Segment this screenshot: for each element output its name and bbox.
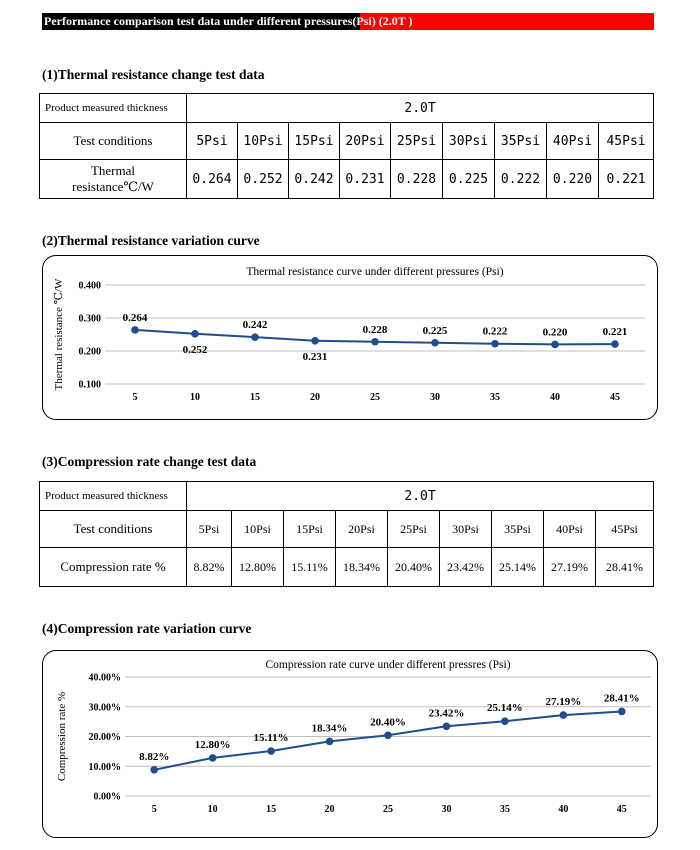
x-tick-label: 40 bbox=[558, 804, 569, 815]
data-label: 8.82% bbox=[139, 750, 170, 763]
x-tick-label: 45 bbox=[616, 804, 627, 815]
table-row bbox=[40, 94, 654, 123]
conditions-label: Test conditions bbox=[40, 123, 187, 160]
y-tick-label: 10.00% bbox=[88, 761, 121, 773]
value-cell: 8.82% bbox=[187, 548, 232, 587]
data-point bbox=[267, 747, 275, 755]
y-axis-label: Compression rate % bbox=[56, 691, 68, 782]
data-label: 12.80% bbox=[194, 738, 231, 751]
x-tick-label: 15 bbox=[266, 804, 277, 815]
value-cell: 0.252 bbox=[238, 160, 289, 199]
condition-cell: 5Psi bbox=[187, 511, 232, 548]
value-cell: 0.225 bbox=[443, 160, 495, 199]
thickness-value: 2.0T bbox=[187, 482, 654, 511]
y-axis-label: Thermal resistance ℃/W bbox=[53, 278, 65, 391]
value-cell: 12.80% bbox=[232, 548, 284, 587]
data-label: 0.231 bbox=[302, 350, 328, 363]
x-tick-label: 30 bbox=[441, 804, 452, 815]
condition-cell: 30Psi bbox=[440, 511, 492, 548]
value-cell: 0.220 bbox=[547, 160, 599, 199]
section-title-compression-table: (3)Compression rate change test data bbox=[42, 454, 257, 469]
value-cell: 0.228 bbox=[391, 160, 443, 199]
data-point bbox=[326, 738, 334, 746]
condition-cell: 15Psi bbox=[289, 123, 340, 160]
data-point bbox=[443, 723, 451, 731]
table-row bbox=[40, 123, 654, 160]
value-cell: 15.11% bbox=[284, 548, 336, 587]
data-point bbox=[501, 717, 509, 725]
y-tick-label: 0.100 bbox=[78, 379, 101, 391]
x-tick-label: 15 bbox=[250, 392, 260, 403]
data-label: 15.11% bbox=[253, 732, 289, 745]
condition-cell: 15Psi bbox=[284, 511, 336, 548]
x-tick-label: 25 bbox=[370, 392, 380, 403]
x-tick-label: 10 bbox=[190, 392, 200, 403]
value-cell: 18.34% bbox=[336, 548, 388, 587]
banner-title-main: Performance comparison test data under different pressures bbox=[44, 14, 353, 28]
value-cell: 23.42% bbox=[440, 548, 492, 587]
condition-cell: 45Psi bbox=[596, 511, 654, 548]
x-tick-label: 30 bbox=[430, 392, 440, 403]
value-cell: 0.222 bbox=[495, 160, 547, 199]
x-tick-label: 20 bbox=[310, 392, 320, 403]
data-point bbox=[384, 732, 392, 740]
y-tick-label: 20.00% bbox=[88, 732, 121, 743]
thermal-chart-frame bbox=[42, 255, 658, 420]
thickness-value: 2.0T bbox=[187, 94, 654, 123]
data-point bbox=[431, 339, 439, 347]
thermal-metric-label-line1: Thermal bbox=[90, 163, 136, 178]
data-point bbox=[371, 338, 379, 346]
data-point bbox=[311, 337, 319, 345]
data-label: 20.40% bbox=[370, 716, 406, 729]
x-tick-label: 5 bbox=[151, 804, 157, 815]
data-point bbox=[618, 708, 626, 716]
x-tick-label: 20 bbox=[324, 804, 335, 815]
condition-cell: 45Psi bbox=[599, 123, 654, 160]
data-label: 0.225 bbox=[422, 324, 448, 337]
chart-title: Thermal resistance curve under different pressures (Psi) bbox=[246, 266, 504, 278]
value-cell: 0.221 bbox=[599, 160, 654, 199]
table-row bbox=[40, 160, 654, 199]
y-tick-label: 0.00% bbox=[93, 791, 121, 803]
table-row bbox=[40, 548, 654, 587]
section-title-thermal-table: (1)Thermal resistance change test data bbox=[42, 67, 265, 82]
y-tick-label: 30.00% bbox=[88, 702, 121, 714]
condition-cell: 5Psi bbox=[187, 123, 238, 160]
thermal-metric-label bbox=[40, 160, 187, 199]
table-row bbox=[40, 482, 654, 511]
data-point bbox=[611, 340, 619, 348]
data-label: 28.41% bbox=[603, 692, 640, 705]
y-tick-label: 0.400 bbox=[78, 280, 101, 292]
value-cell: 28.41% bbox=[596, 548, 654, 587]
thermal-resistance-table bbox=[39, 93, 654, 199]
data-label: 0.220 bbox=[542, 326, 568, 339]
conditions-label: Test conditions bbox=[40, 511, 187, 548]
y-tick-label: 40.00% bbox=[88, 672, 121, 684]
x-tick-label: 45 bbox=[610, 392, 620, 403]
value-cell: 0.264 bbox=[187, 160, 238, 199]
data-label: 0.264 bbox=[122, 311, 148, 324]
data-label: 23.42% bbox=[428, 707, 465, 720]
condition-cell: 40Psi bbox=[547, 123, 599, 160]
condition-cell: 25Psi bbox=[388, 511, 440, 548]
data-label: 0.242 bbox=[242, 319, 268, 332]
section-title-thermal-curve: (2)Thermal resistance variation curve bbox=[42, 233, 260, 248]
data-label: 27.19% bbox=[545, 696, 582, 709]
y-tick-label: 0.200 bbox=[78, 346, 101, 358]
data-point bbox=[150, 766, 158, 774]
data-label: 0.222 bbox=[482, 325, 508, 338]
section-title-compression-curve: (4)Compression rate variation curve bbox=[42, 621, 252, 636]
value-cell: 0.231 bbox=[340, 160, 391, 199]
compression-rate-table bbox=[39, 481, 654, 587]
data-label: 0.221 bbox=[602, 326, 628, 339]
condition-cell: 25Psi bbox=[391, 123, 443, 160]
condition-cell: 35Psi bbox=[492, 511, 544, 548]
thickness-label: Product measured thickness bbox=[40, 94, 187, 123]
value-cell: 27.19% bbox=[544, 548, 596, 587]
table-row bbox=[40, 511, 654, 548]
data-point bbox=[209, 754, 217, 762]
compression-rate-chart bbox=[43, 651, 657, 837]
value-cell: 0.242 bbox=[289, 160, 340, 199]
thermal-resistance-chart bbox=[43, 256, 657, 419]
x-tick-label: 35 bbox=[499, 804, 510, 815]
condition-cell: 10Psi bbox=[238, 123, 289, 160]
condition-cell: 20Psi bbox=[340, 123, 391, 160]
data-point bbox=[560, 711, 568, 719]
compression-chart-frame bbox=[42, 650, 658, 838]
data-point bbox=[551, 341, 559, 349]
x-tick-label: 35 bbox=[490, 392, 500, 403]
data-label: 0.228 bbox=[362, 323, 388, 336]
data-label: 25.14% bbox=[487, 702, 523, 715]
data-point bbox=[191, 330, 199, 338]
chart-title: Compression rate curve under different pressres (Psi) bbox=[265, 659, 511, 671]
data-point bbox=[491, 340, 499, 348]
data-point bbox=[251, 333, 259, 341]
condition-cell: 30Psi bbox=[443, 123, 495, 160]
banner-title bbox=[44, 14, 413, 29]
thickness-label: Product measured thickness bbox=[40, 482, 187, 511]
data-point bbox=[131, 326, 139, 334]
condition-cell: 10Psi bbox=[232, 511, 284, 548]
condition-cell: 40Psi bbox=[544, 511, 596, 548]
page-banner bbox=[42, 13, 654, 30]
condition-cell: 35Psi bbox=[495, 123, 547, 160]
thermal-metric-label-line2: resistance℃/W bbox=[72, 179, 154, 194]
value-cell: 20.40% bbox=[388, 548, 440, 587]
data-label: 18.34% bbox=[311, 722, 348, 735]
x-tick-label: 40 bbox=[550, 392, 560, 403]
value-cell: 25.14% bbox=[492, 548, 544, 587]
x-tick-label: 10 bbox=[207, 804, 218, 815]
condition-cell: 20Psi bbox=[336, 511, 388, 548]
x-tick-label: 5 bbox=[132, 392, 138, 403]
data-label: 0.252 bbox=[182, 343, 208, 356]
x-tick-label: 25 bbox=[383, 804, 393, 815]
y-tick-label: 0.300 bbox=[78, 313, 101, 325]
compression-metric-label: Compression rate % bbox=[40, 548, 187, 587]
banner-title-suffix: (Psi) (2.0T ) bbox=[352, 14, 413, 28]
